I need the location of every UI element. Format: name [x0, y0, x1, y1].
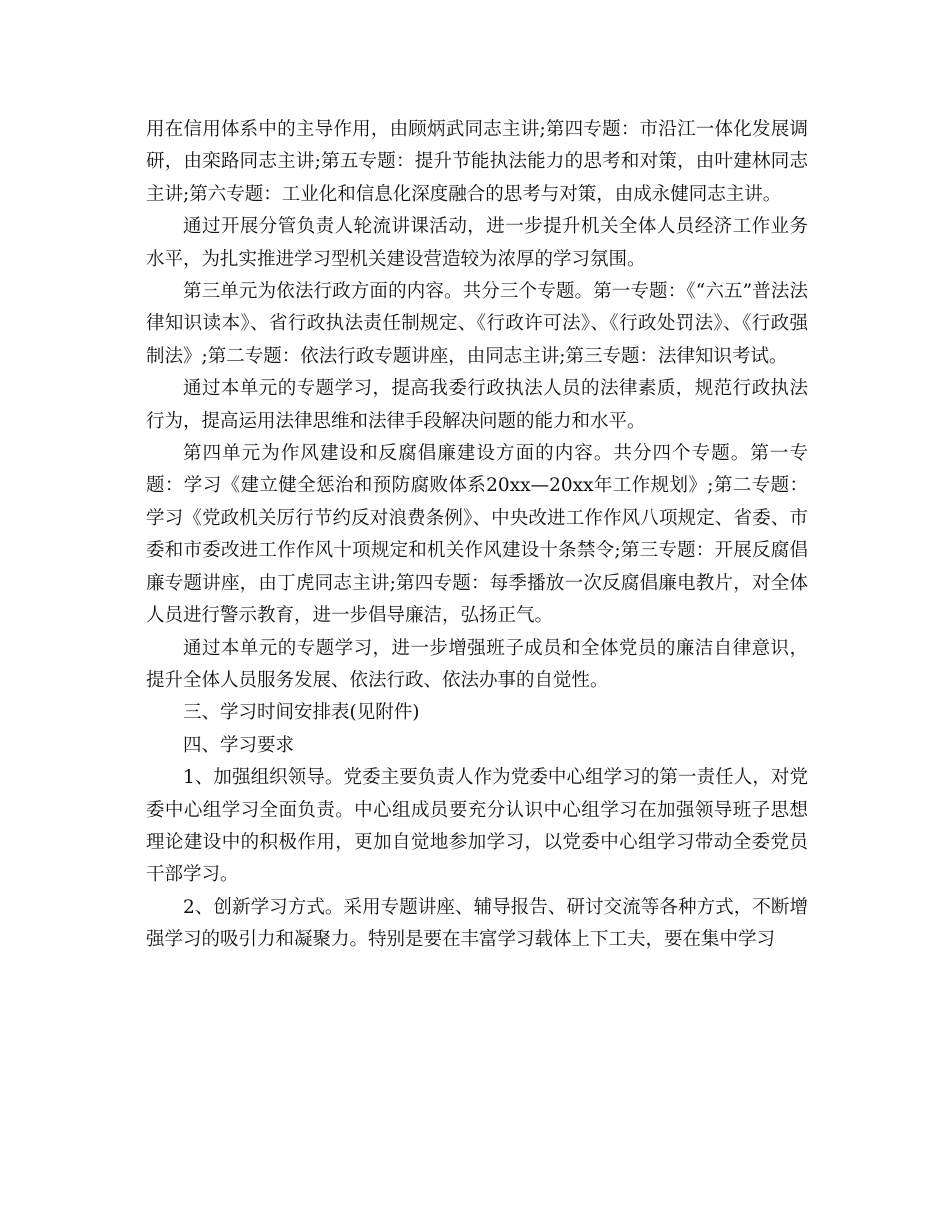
document-body — [146, 114, 808, 957]
paragraph-3: 第三单元为依法行政方面的内容。共分三个专题。第一专题：《“六五”普法法律知识读本》、省行政执法责任制规定、《行政许可法》、《行政处罚法》、《行政强制法》;第二专题：依法行政专题讲座，由同志主讲;第三专题：法律知识考试。 — [146, 281, 808, 367]
paragraph-5: 第四单元为作风建设和反腐倡廉建设方面的内容。共分四个专题。第一专题：学习《建立健全惩治和预防腐败体系20xx—20xx年工作规划》;第二专题：学习《党政机关厉行节约反对浪费条例》、中央改进工作作风八项规定、省委、市委和市委改进工作作风十项规定和机关作风建设十条禁令;第三专题：开展反腐倡廉专题讲座，由丁虎同志主讲;第四专题：每季播放一次反腐倡廉电教片，对全体人员进行警示教育，进一步倡导廉洁，弘扬正气。 — [146, 443, 808, 627]
paragraph-4: 通过本单元的专题学习，提高我委行政执法人员的法律素质，规范行政执法行为，提高运用法律思维和法律手段解决问题的能力和水平。 — [146, 378, 808, 432]
paragraph-6: 通过本单元的专题学习，进一步增强班子成员和全体党员的廉洁自律意识，提升全体人员服务发展、依法行政、依法办事的自觉性。 — [146, 637, 808, 691]
paragraph-requirement-2: 2、创新学习方式。采用专题讲座、辅导报告、研讨交流等各种方式，不断增强学习的吸引力和凝聚力。特别是要在丰富学习载体上下工夫，要在集中学习 — [146, 896, 808, 951]
section-heading-schedule: 三、学习时间安排表(见附件) — [183, 702, 420, 724]
paragraph-1: 用在信用体系中的主导作用，由顾炳武同志主讲;第四专题：市沿江一体化发展调研，由栾路同志主讲;第五专题：提升节能执法能力的思考和对策，由叶建林同志主讲;第六专题：工业化和信息化深度融合的思考与对策，由成永健同志主讲。 — [146, 119, 808, 205]
paragraph-requirement-1: 1、加强组织领导。党委主要负责人作为党委中心组学习的第一责任人，对党委中心组学习全面负责。中心组成员要充分认识中心组学习在加强领导班子思想理论建设中的积极作用，更加自觉地参加学习，以党委中心组学习带动全委党员干部学习。 — [146, 767, 808, 886]
paragraph-2: 通过开展分管负责人轮流讲课活动，进一步提升机关全体人员经济工作业务水平，为扎实推进学习型机关建设营造较为浓厚的学习氛围。 — [146, 216, 808, 270]
section-heading-requirements: 四、学习要求 — [183, 734, 295, 756]
